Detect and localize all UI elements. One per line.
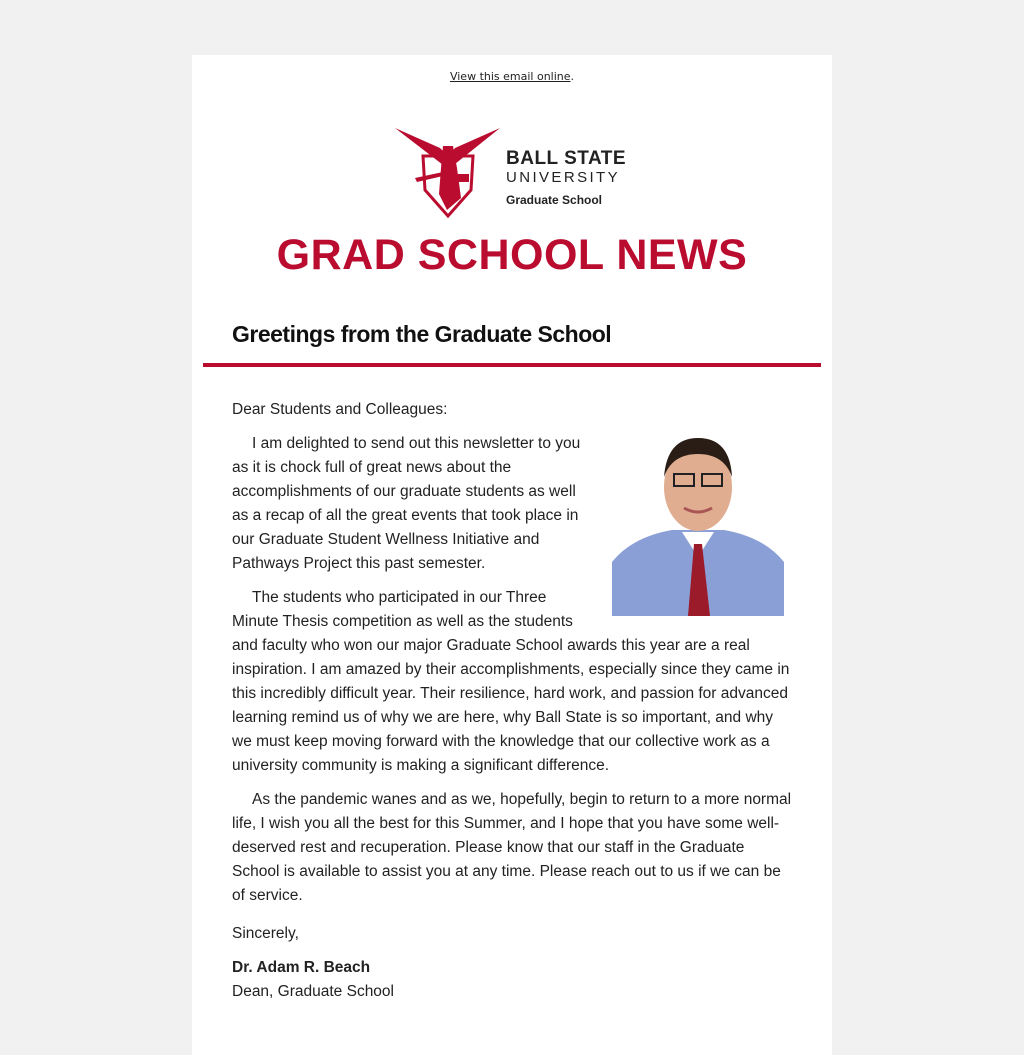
paragraph: The students who participated in our Three Minute Thesis competition as well as the students and faculty who won our major Graduate School awards this year are a real inspiration. I am amazed by their accomplishments, especially since they came in this incredibly difficult year. Their resilience, hard work, and passion for advanced learning remind us of why we are here, why Ball State is so important, and why we must keep moving forward with the knowledge that our collective work as a university community is making a significant difference. [232,589,790,774]
closing: Sincerely, [232,925,299,942]
wordmark-line3: Graduate School [506,193,603,207]
dean-photo [612,432,784,616]
wordmark-line1: BALL STATE [506,148,627,169]
section-divider [203,363,821,367]
wordmark-line2: UNIVERSITY [506,169,621,186]
paragraph: As the pandemic wanes and as we, hopefully, begin to return to a more normal life, I wish you all the best for this Summer, and I hope that you have some well-deserved rest and recuperation. Please know that our staff in the Graduate School is available to assist you at any time. Please reach out to us if we can be of service. [232,791,792,904]
signer-title: Dean, Graduate School [232,983,394,1000]
view-online-link[interactable]: View this email online [449,70,571,83]
email-card [192,55,832,1055]
paragraph: I am delighted to send out this newsletter to you as it is chock full of great news about the accomplishments of our graduate students as well as a recap of all the great events that took place in our Graduate Student Wellness Initiative and Pathways Project this past semester. [232,435,581,572]
letter-body [232,398,792,1004]
period: . [570,70,575,83]
university-wordmark [506,149,626,207]
signer-name: Dr. Adam R. Beach [232,959,371,976]
salutation: Dear Students and Colleagues: [232,401,448,418]
view-online-row [192,70,832,83]
newsletter-banner: GRAD SCHOOL NEWS [276,231,748,279]
section-title: Greetings from the Graduate School [232,321,612,347]
